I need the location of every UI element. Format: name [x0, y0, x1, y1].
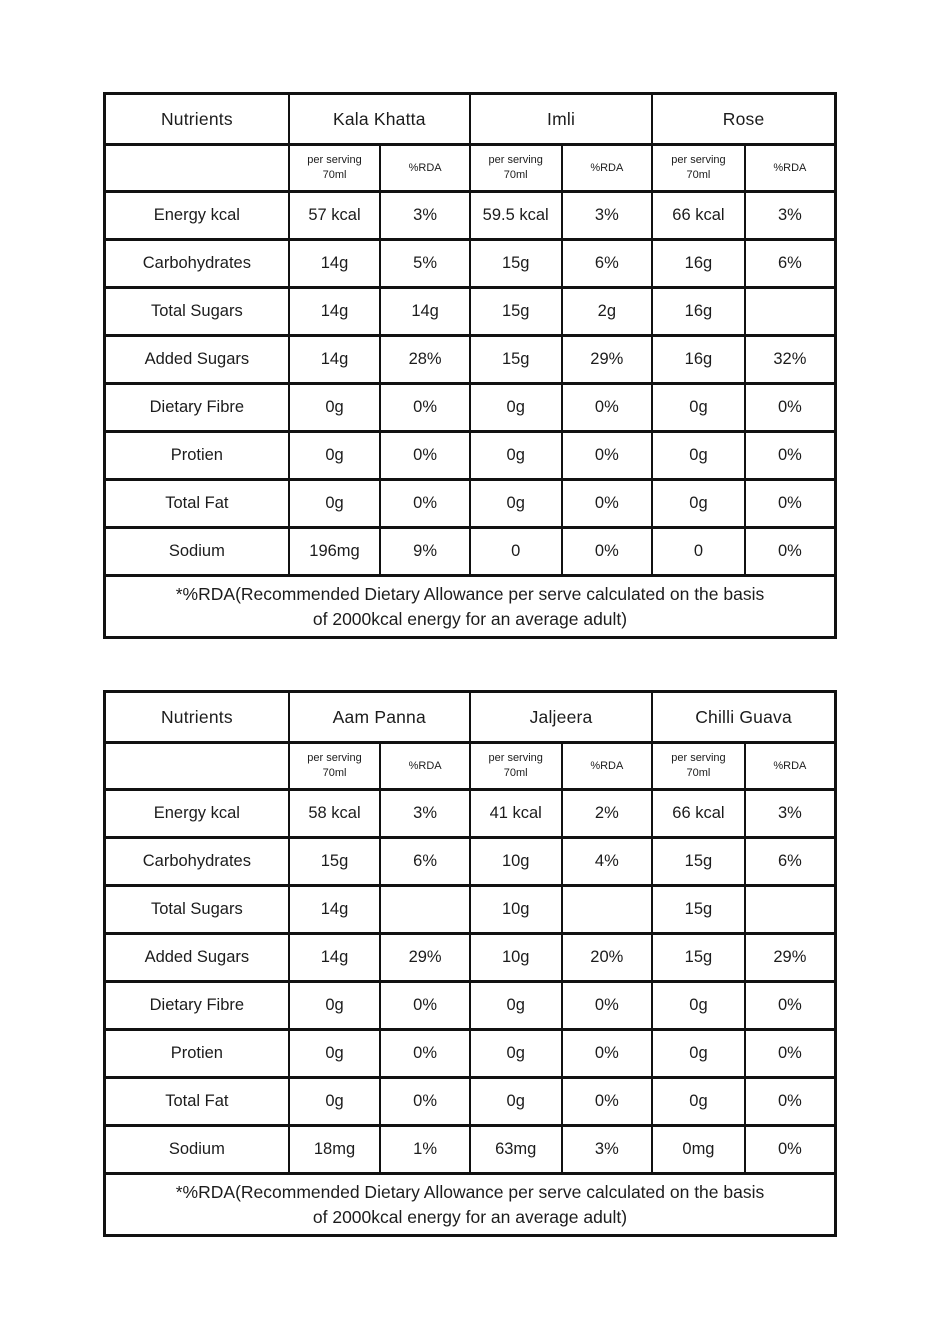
- nutrient-value-cell: 0%: [380, 1030, 470, 1078]
- nutrient-value-cell: [745, 886, 836, 934]
- nutrient-value-cell: 10g: [470, 886, 562, 934]
- nutrient-value-cell: 0g: [289, 1078, 381, 1126]
- nutrient-value-cell: 0%: [380, 384, 470, 432]
- nutrient-label: Dietary Fibre: [105, 982, 289, 1030]
- flavor-header: Kala Khatta: [289, 94, 470, 145]
- rda-header: %RDA: [745, 743, 836, 790]
- nutrient-value-cell: 16g: [652, 288, 745, 336]
- nutrient-value-cell: 0g: [652, 982, 745, 1030]
- nutrient-value-cell: 15g: [652, 886, 745, 934]
- nutrient-value-cell: 41 kcal: [470, 790, 562, 838]
- nutrient-label: Total Fat: [105, 480, 289, 528]
- nutrient-value-cell: 0%: [562, 432, 653, 480]
- nutrient-row: [105, 1078, 836, 1126]
- nutrient-value-cell: 63mg: [470, 1126, 562, 1174]
- nutrient-value-cell: 0g: [652, 480, 745, 528]
- per-serving-line1: per serving: [307, 154, 362, 167]
- nutrient-label: Added Sugars: [105, 934, 289, 982]
- nutrient-value-cell: 18mg: [289, 1126, 381, 1174]
- nutrient-value-cell: 0g: [652, 1030, 745, 1078]
- nutrient-value-cell: 15g: [470, 288, 562, 336]
- nutrient-value-cell: 196mg: [289, 528, 381, 576]
- per-serving-line1: per serving: [671, 154, 726, 167]
- per-serving-line2: 70ml: [322, 767, 347, 779]
- per-serving-line2: 70ml: [322, 169, 347, 181]
- nutrient-value-cell: 0%: [380, 1078, 470, 1126]
- nutrient-value-cell: 6%: [745, 838, 836, 886]
- flavor-header: Jaljeera: [470, 692, 652, 743]
- nutrient-row: [105, 384, 836, 432]
- per-serving-header: [289, 145, 381, 192]
- nutrition-facts-table: [103, 690, 837, 1237]
- nutrient-label: Sodium: [105, 528, 289, 576]
- nutrient-label: Carbohydrates: [105, 240, 289, 288]
- nutrient-value-cell: 0%: [562, 982, 653, 1030]
- nutrient-label: Protien: [105, 432, 289, 480]
- rda-header: %RDA: [380, 145, 470, 192]
- nutrient-value-cell: 0g: [470, 1030, 562, 1078]
- nutrient-value-cell: 0: [470, 528, 562, 576]
- flavor-header: Rose: [652, 94, 835, 145]
- rda-footnote: [105, 576, 836, 638]
- nutrient-value-cell: 66 kcal: [652, 790, 745, 838]
- empty-cell: [105, 145, 289, 192]
- nutrient-value-cell: 16g: [652, 240, 745, 288]
- nutrient-value-cell: 9%: [380, 528, 470, 576]
- nutrient-label: Energy kcal: [105, 790, 289, 838]
- nutrient-value-cell: 0%: [745, 384, 836, 432]
- flavor-header: Imli: [470, 94, 652, 145]
- nutrient-value-cell: 0%: [745, 1126, 836, 1174]
- nutrient-value-cell: 0g: [289, 480, 381, 528]
- per-serving-header: [652, 145, 745, 192]
- nutrient-value-cell: 0%: [562, 480, 653, 528]
- nutrient-value-cell: 29%: [745, 934, 836, 982]
- nutrient-value-cell: 0g: [470, 480, 562, 528]
- nutrient-label: Total Sugars: [105, 288, 289, 336]
- nutrients-column-header: Nutrients: [105, 692, 289, 743]
- nutrient-value-cell: 0%: [745, 432, 836, 480]
- per-serving-line2: 70ml: [503, 169, 528, 181]
- rda-header: %RDA: [562, 145, 653, 192]
- rda-footnote-line: of 2000kcal energy for an average adult): [312, 1206, 628, 1227]
- nutrient-value-cell: 0%: [745, 1078, 836, 1126]
- per-serving-header: [470, 145, 562, 192]
- nutrient-value-cell: 0g: [289, 982, 381, 1030]
- empty-cell: [105, 743, 289, 790]
- nutrient-value-cell: 0g: [289, 384, 381, 432]
- nutrient-row: [105, 528, 836, 576]
- nutrient-value-cell: 0%: [745, 1030, 836, 1078]
- nutrient-value-cell: 0%: [562, 1030, 653, 1078]
- nutrient-value-cell: 10g: [470, 934, 562, 982]
- nutrient-row: [105, 240, 836, 288]
- nutrient-value-cell: 6%: [562, 240, 653, 288]
- nutrient-value-cell: 0g: [289, 432, 381, 480]
- per-serving-header: [652, 743, 745, 790]
- nutrient-value-cell: 14g: [289, 288, 381, 336]
- nutrient-value-cell: 0%: [745, 528, 836, 576]
- nutrient-label: Added Sugars: [105, 336, 289, 384]
- nutrient-value-cell: 5%: [380, 240, 470, 288]
- nutrient-row: [105, 886, 836, 934]
- nutrient-row: [105, 480, 836, 528]
- nutrient-value-cell: 57 kcal: [289, 192, 381, 240]
- nutrient-value-cell: 0mg: [652, 1126, 745, 1174]
- nutrient-value-cell: 0%: [562, 384, 653, 432]
- rda-footnote-line: *%RDA(Recommended Dietary Allowance per serve calculated on the basis: [175, 584, 765, 604]
- nutrient-label: Carbohydrates: [105, 838, 289, 886]
- nutrient-value-cell: 16g: [652, 336, 745, 384]
- per-serving-line1: per serving: [488, 154, 543, 167]
- nutrient-value-cell: 0g: [289, 1030, 381, 1078]
- nutrient-value-cell: 3%: [562, 1126, 653, 1174]
- rda-footnote: [105, 1174, 836, 1236]
- nutrient-value-cell: 6%: [745, 240, 836, 288]
- nutrient-value-cell: 15g: [470, 240, 562, 288]
- nutrient-value-cell: 0%: [380, 432, 470, 480]
- rda-footnote-line: of 2000kcal energy for an average adult): [312, 608, 628, 629]
- nutrient-label: Total Fat: [105, 1078, 289, 1126]
- nutrient-value-cell: 3%: [380, 790, 470, 838]
- nutrient-value-cell: 0: [652, 528, 745, 576]
- nutrient-value-cell: 2%: [562, 790, 653, 838]
- nutrient-row: [105, 790, 836, 838]
- nutrient-value-cell: 14g: [380, 288, 470, 336]
- nutrient-label: Dietary Fibre: [105, 384, 289, 432]
- nutrient-value-cell: 20%: [562, 934, 653, 982]
- nutrient-row: [105, 192, 836, 240]
- nutrient-value-cell: 4%: [562, 838, 653, 886]
- nutrient-value-cell: 29%: [562, 336, 653, 384]
- nutrient-value-cell: 0g: [470, 432, 562, 480]
- nutrient-row: [105, 838, 836, 886]
- flavor-header: Chilli Guava: [652, 692, 835, 743]
- nutrients-column-header: Nutrients: [105, 94, 289, 145]
- nutrition-table-top: [103, 92, 837, 639]
- nutrient-value-cell: 3%: [562, 192, 653, 240]
- per-serving-header: [470, 743, 562, 790]
- nutrient-value-cell: 1%: [380, 1126, 470, 1174]
- nutrient-value-cell: 10g: [470, 838, 562, 886]
- nutrient-value-cell: 14g: [289, 886, 381, 934]
- rda-header: %RDA: [562, 743, 653, 790]
- per-serving-line1: per serving: [488, 752, 543, 765]
- nutrient-value-cell: 0g: [652, 1078, 745, 1126]
- nutrient-row: [105, 336, 836, 384]
- nutrient-value-cell: 14g: [289, 336, 381, 384]
- nutrient-value-cell: [562, 886, 653, 934]
- nutrient-value-cell: 29%: [380, 934, 470, 982]
- nutrient-row: [105, 288, 836, 336]
- nutrition-facts-table: [103, 92, 837, 639]
- rda-header: %RDA: [745, 145, 836, 192]
- nutrient-value-cell: 0%: [562, 528, 653, 576]
- per-serving-line1: per serving: [307, 752, 362, 765]
- nutrient-value-cell: 0g: [652, 384, 745, 432]
- nutrient-value-cell: 28%: [380, 336, 470, 384]
- nutrient-value-cell: 6%: [380, 838, 470, 886]
- nutrient-value-cell: 0%: [380, 982, 470, 1030]
- nutrient-value-cell: 3%: [745, 790, 836, 838]
- rda-header: %RDA: [380, 743, 470, 790]
- nutrient-value-cell: [380, 886, 470, 934]
- nutrient-row: [105, 934, 836, 982]
- nutrient-value-cell: 0g: [652, 432, 745, 480]
- per-serving-header: [289, 743, 381, 790]
- nutrient-value-cell: 15g: [652, 838, 745, 886]
- nutrient-value-cell: 14g: [289, 934, 381, 982]
- nutrient-value-cell: 0g: [470, 1078, 562, 1126]
- nutrient-value-cell: 15g: [470, 336, 562, 384]
- nutrient-value-cell: 14g: [289, 240, 381, 288]
- nutrition-table-bottom: [103, 690, 837, 1237]
- nutrient-label: Protien: [105, 1030, 289, 1078]
- per-serving-line2: 70ml: [686, 767, 711, 779]
- nutrient-value-cell: 3%: [380, 192, 470, 240]
- per-serving-line2: 70ml: [686, 169, 711, 181]
- nutrient-value-cell: 0g: [470, 982, 562, 1030]
- nutrient-value-cell: 0%: [562, 1078, 653, 1126]
- nutrient-label: Total Sugars: [105, 886, 289, 934]
- nutrient-value-cell: 32%: [745, 336, 836, 384]
- nutrient-value-cell: 15g: [652, 934, 745, 982]
- nutrient-value-cell: 3%: [745, 192, 836, 240]
- nutrient-row: [105, 1030, 836, 1078]
- nutrient-value-cell: 59.5 kcal: [470, 192, 562, 240]
- nutrient-value-cell: [745, 288, 836, 336]
- nutrient-value-cell: 0%: [380, 480, 470, 528]
- nutrient-label: Sodium: [105, 1126, 289, 1174]
- nutrient-value-cell: 66 kcal: [652, 192, 745, 240]
- nutrient-label: Energy kcal: [105, 192, 289, 240]
- per-serving-line1: per serving: [671, 752, 726, 765]
- nutrient-value-cell: 0%: [745, 480, 836, 528]
- nutrient-value-cell: 15g: [289, 838, 381, 886]
- rda-footnote-line: *%RDA(Recommended Dietary Allowance per serve calculated on the basis: [175, 1182, 765, 1202]
- nutrient-row: [105, 1126, 836, 1174]
- nutrient-value-cell: 2g: [562, 288, 653, 336]
- flavor-header: Aam Panna: [289, 692, 470, 743]
- nutrient-value-cell: 58 kcal: [289, 790, 381, 838]
- nutrient-value-cell: 0%: [745, 982, 836, 1030]
- nutrient-row: [105, 432, 836, 480]
- nutrient-row: [105, 982, 836, 1030]
- per-serving-line2: 70ml: [503, 767, 528, 779]
- nutrient-value-cell: 0g: [470, 384, 562, 432]
